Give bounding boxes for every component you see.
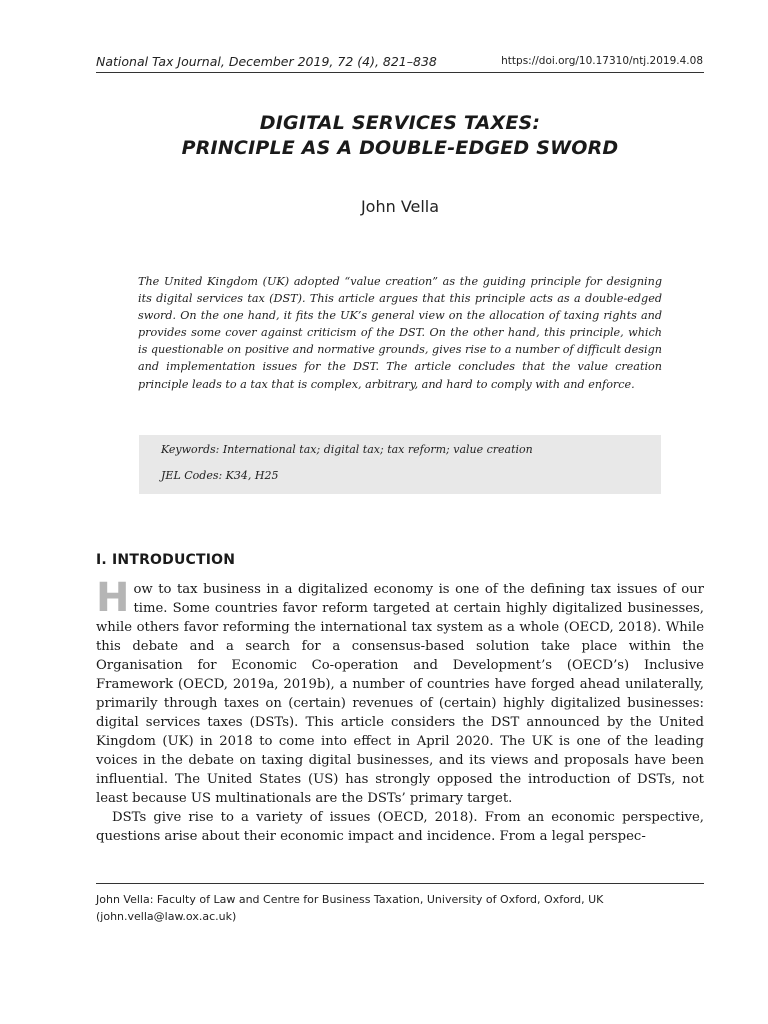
jel-codes: JEL Codes: K34, H25 bbox=[161, 469, 279, 482]
paragraph-1 bbox=[96, 575, 704, 808]
title-line-2: PRINCIPLE AS A DOUBLE-EDGED SWORD bbox=[181, 137, 619, 159]
drop-cap: H bbox=[96, 575, 130, 621]
paragraph-2: DSTs give rise to a variety of issues (OECD, 2018). From an economic perspective, questions arise about their economic impact and incidence. From a legal perspec- bbox=[96, 810, 704, 844]
journal-citation: National Tax Journal, December 2019, 72 (4), 821–838 bbox=[96, 54, 437, 69]
title-line-1: DIGITAL SERVICES TAXES: bbox=[259, 112, 541, 134]
body-text bbox=[96, 575, 704, 846]
keywords-box bbox=[139, 435, 661, 494]
author-name: John Vella bbox=[360, 197, 440, 216]
abstract: The United Kingdom (UK) adopted “value creation” as the guiding principle for designing its digital services tax (DST). This article argues that this principle acts as a double-edged sword. On the one hand, it fits the UK’s general view on the allocation of taxing rights and provides some cover against criticism of the DST. On the other hand, this principle, which is questionable on positive and normative grounds, gives rise to a number of difficult design and implementation issues for the DST. The article concludes that the value creation principle leads to a tax that is complex, arbitrary, and hard to comply with and enforce. bbox=[138, 275, 662, 391]
header-divider bbox=[96, 72, 704, 73]
paragraph-1-text: ow to tax business in a digitalized economy is one of the defining tax issues of our time. Some countries favor reform targeted at certain highly digitalized businesses, while others favor reforming the international tax system as a whole (OECD, 2018). While this debate and a search for a consensus-based solution take place within the Organisation for Economic Co-operation and Development’s (OECD’s) Inclusive Framework (OECD, 2019a, 2019b), a number of countries have forged ahead unilaterally, primarily through taxes on (certain) revenues of (certain) highly digitalized businesses: digital services taxes (DSTs). This article considers the DST announced by the United Kingdom (UK) in 2018 to come into effect in April 2020. The UK is one of the leading voices in the debate on taxing digital businesses, and its views and proposals have been influential. The United States (US) has strongly opposed the introduction of DSTs, not least because US multinationals are the DSTs’ primary target. bbox=[96, 582, 704, 806]
keywords: Keywords: International tax; digital tax; tax reform; value creation bbox=[161, 443, 533, 456]
author-affiliation-footnote: John Vella: Faculty of Law and Centre for Business Taxation, University of Oxford, Oxford, UK (john.vella@law.ox.ac.uk) bbox=[96, 893, 604, 923]
paper-title bbox=[96, 111, 704, 161]
doi-link[interactable]: https://doi.org/10.17310/ntj.2019.4.08 bbox=[501, 55, 703, 67]
section-heading: I. INTRODUCTION bbox=[96, 552, 236, 568]
footnote-divider bbox=[96, 883, 704, 884]
